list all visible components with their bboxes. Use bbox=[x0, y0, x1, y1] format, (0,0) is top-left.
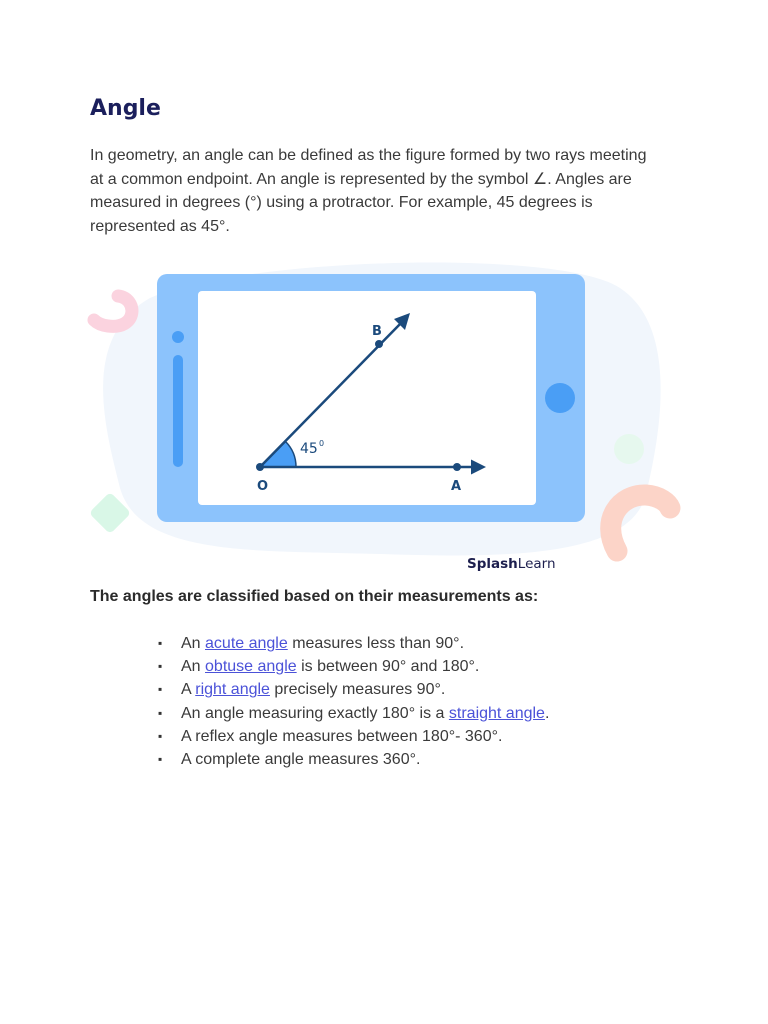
classification-heading: The angles are classified based on their measurements as: bbox=[90, 588, 539, 605]
list-item-obtuse: ▪ An obtuse angle is between 90° and 180°. bbox=[158, 655, 549, 678]
angle-diagram-svg bbox=[80, 258, 690, 578]
right-angle-link[interactable]: right angle bbox=[195, 681, 270, 699]
list-item-reflex: ▪ A reflex angle measures between 180°- 360°. bbox=[158, 725, 549, 748]
bullet-icon: ▪ bbox=[158, 682, 163, 697]
green-dot-decoration bbox=[614, 434, 644, 464]
bullet-icon: ▪ bbox=[158, 636, 163, 650]
bullet-icon: ▪ bbox=[158, 705, 163, 720]
tablet-home-button bbox=[545, 383, 575, 413]
bullet-icon: ▪ bbox=[158, 728, 163, 743]
bullet-icon: ▪ bbox=[158, 659, 163, 674]
peach-arc-decoration bbox=[611, 495, 670, 551]
splashlearn-logo: SplashLearn bbox=[467, 556, 556, 572]
tablet-side-bar bbox=[173, 355, 183, 467]
bullet-icon: ▪ bbox=[158, 752, 163, 767]
angle-degree-superscript: 0 bbox=[319, 439, 325, 448]
straight-angle-link[interactable]: straight angle bbox=[448, 704, 545, 722]
page-title: Angle bbox=[90, 96, 161, 121]
point-o-label: O bbox=[257, 479, 269, 494]
obtuse-angle-link[interactable]: obtuse angle bbox=[205, 658, 297, 676]
point-b-label: B bbox=[372, 324, 382, 339]
vertex-o-dot bbox=[256, 463, 264, 471]
point-b-dot bbox=[375, 340, 383, 348]
list-item-complete: ▪ A complete angle measures 360°. bbox=[158, 748, 549, 771]
list-item-straight: ▪ An angle measuring exactly 180° is a straight angle. bbox=[158, 702, 549, 725]
tablet-camera bbox=[172, 331, 184, 343]
angle-illustration bbox=[80, 258, 690, 578]
tablet-screen bbox=[198, 291, 536, 505]
angle-measure-label: 45 bbox=[300, 441, 318, 457]
list-item-right: ▪ A right angle precisely measures 90°. bbox=[158, 678, 549, 701]
list-item-acute: ▪ An acute angle measures less than 90°. bbox=[158, 632, 549, 655]
point-a-dot bbox=[453, 463, 461, 471]
point-a-label: A bbox=[451, 479, 462, 494]
angle-types-list bbox=[158, 632, 549, 771]
acute-angle-link[interactable]: acute angle bbox=[205, 635, 288, 652]
intro-paragraph: In geometry, an angle can be defined as the figure formed by two rays meeting at a common endpoint. An angle is represented by the symbol ∠. Angles are measured in degrees (°) using a protractor. For example, 45 degrees is represented as 45°. bbox=[90, 147, 647, 235]
pink-arc-decoration bbox=[94, 296, 132, 326]
